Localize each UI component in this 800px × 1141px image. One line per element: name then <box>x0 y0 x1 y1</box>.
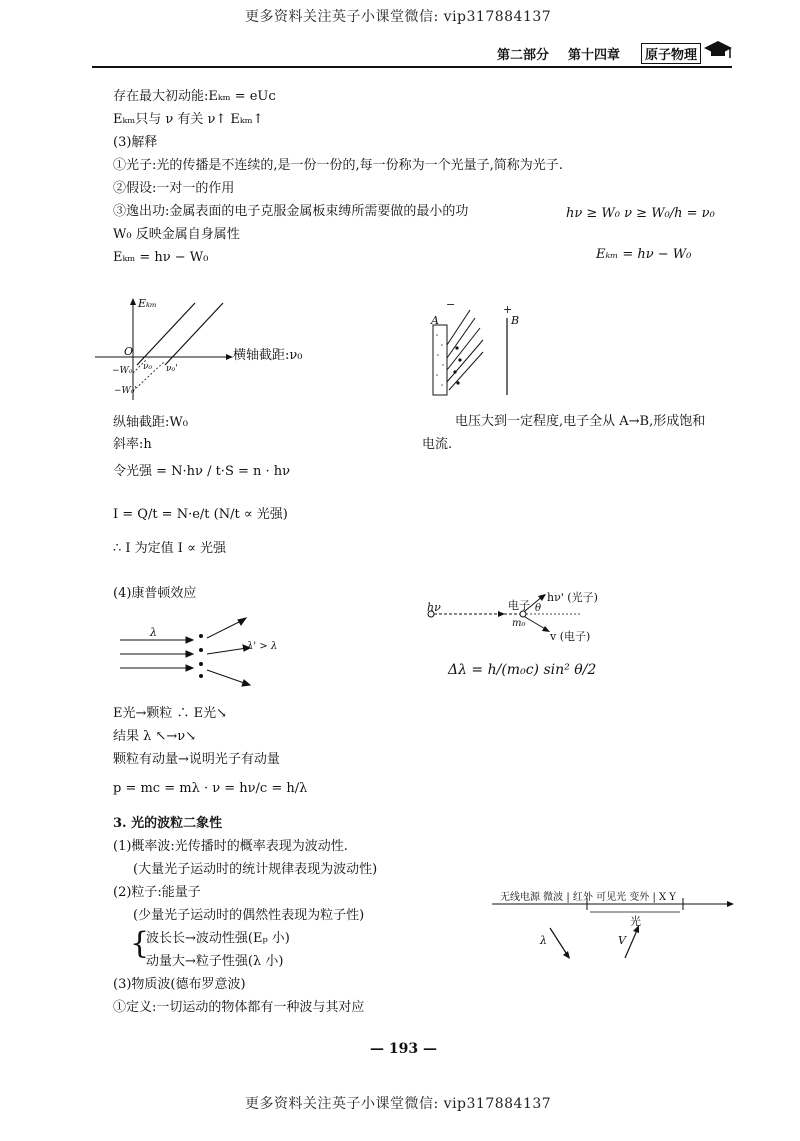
header-rule <box>92 66 732 68</box>
compton-formula: Δλ = h/(m₀c) sin² θ/2 <box>448 662 597 678</box>
compton-scatter-diagram <box>115 612 285 692</box>
text-w0: W₀ 反映金属自身属性 <box>113 227 240 242</box>
plate-plus: + <box>503 303 513 316</box>
text-momentum: 颗粒有动量→说明光子有动量 <box>113 752 280 767</box>
graph1-note: 横轴截距:ν₀ <box>233 348 303 363</box>
text-ekm-formula: Eₖₘ = hν − W₀ <box>113 250 209 265</box>
compton-lambda: λ <box>150 626 157 639</box>
plate-minus: − <box>446 298 456 311</box>
graph1-y1: −W₀ <box>112 366 133 376</box>
plate-a-label: A <box>431 314 439 327</box>
compton-m0: m₀ <box>512 618 526 629</box>
text-probability-wave: (1)概率波:光传播时的概率表现为波动性. <box>113 839 348 854</box>
compton-theta: θ <box>535 603 542 614</box>
spectrum-v: V <box>618 934 626 947</box>
text-explain-heading: (3)解释 <box>113 135 158 150</box>
graduation-cap-icon <box>702 38 734 62</box>
compton-hv-label: hν <box>427 601 441 614</box>
text-max-kinetic: 存在最大初动能:Eₖₘ = eUᴄ <box>113 89 276 104</box>
plates-caption-1: 电压大到一定程度,电子全从 A→B,形成饱和 <box>455 414 706 429</box>
formula-threshold: hν ≥ W₀ ν ≥ W₀/h = ν₀ <box>566 206 715 221</box>
header-title: 原子物理 <box>641 43 701 64</box>
text-duality-heading: 3. 光的波粒二象性 <box>113 816 223 831</box>
text-ekm-relation: Eₖₘ只与 ν 有关 ν↑ Eₖₘ↑ <box>113 112 264 127</box>
text-particle: (2)粒子:能量子 <box>113 885 201 900</box>
compton-lambda-prime: λ' > λ <box>247 641 278 652</box>
formula-ekm-right: Eₖₘ = hν − W₀ <box>596 247 692 262</box>
text-momentum-formula: p = mc = mλ · ν = hν/c = h/λ <box>113 781 308 796</box>
compton-electron-label: 电子 <box>508 599 530 612</box>
text-current-formula: I = Q/t = N·e/t (N/t ∝ 光强) <box>113 507 288 522</box>
text-light-intensity: 令光强 = N·hν / t·S = n · hν <box>113 464 291 479</box>
spectrum-lambda: λ <box>540 934 547 947</box>
text-slope: 斜率:h <box>113 437 152 452</box>
text-work-function: ③逸出功:金属表面的电子克服金属板束缚所需要做的最小的功 <box>113 204 469 219</box>
plate-b-label: B <box>511 314 520 327</box>
text-matter-wave: (3)物质波(德布罗意波) <box>113 977 246 992</box>
text-wave-note: (大量光子运动时的统计规律表现为波动性) <box>133 862 378 877</box>
plates-caption-2: 电流. <box>422 437 453 452</box>
text-assumption: ②假设:一对一的作用 <box>113 181 235 196</box>
text-intercept: 纵轴截距:W₀ <box>113 415 188 430</box>
text-particle-note: (少量光子运动时的偶然性表现为粒子性) <box>133 908 365 923</box>
graph1-x2: ν₀' <box>166 364 178 374</box>
brace-symbol: { <box>130 926 150 961</box>
graph1-ylabel: Eₖₘ <box>138 297 157 310</box>
graph1-x1: ν₀ <box>143 362 153 372</box>
page-number: — 193 — <box>370 1041 437 1057</box>
text-light-particle: E光→颗粒 ∴ E光↘ <box>113 706 228 721</box>
text-momentum-large: 动量大→粒子性强(λ 小) <box>146 954 284 969</box>
graph1-origin: O <box>124 345 134 358</box>
text-result: 结果 λ ↖→ν↘ <box>113 729 197 744</box>
text-photon-def: ①光子:光的传播是不连续的,是一份一份的,每一份称为一个光量子,简称为光子. <box>113 158 563 173</box>
header-part: 第二部分 <box>497 48 550 63</box>
compton-electron-out: v (电子) <box>550 630 591 643</box>
header-chapter: 第十四章 <box>568 48 621 63</box>
text-definition: ①定义:一切运动的物体都有一种波与其对应 <box>113 1000 365 1015</box>
compton-photon-out: hν' (光子) <box>547 591 598 604</box>
text-wavelength-long: 波长长→波动性强(Eₚ 小) <box>146 931 290 946</box>
spectrum-light-label: 光 <box>630 915 641 928</box>
watermark-bottom: 更多资料关注英子小课堂微信: vip317884137 <box>245 1096 552 1112</box>
spectrum-diagram <box>490 898 740 968</box>
watermark-top: 更多资料关注英子小课堂微信: vip317884137 <box>245 9 552 25</box>
spectrum-labels: 无线电源 微波 | 红外 可见光 变外 | X Y <box>500 892 676 903</box>
graph1-y2: −W₀' <box>114 386 137 396</box>
text-compton-heading: (4)康普顿效应 <box>113 586 197 601</box>
text-current-conclusion: ∴ I 为定值 I ∝ 光强 <box>113 541 227 556</box>
